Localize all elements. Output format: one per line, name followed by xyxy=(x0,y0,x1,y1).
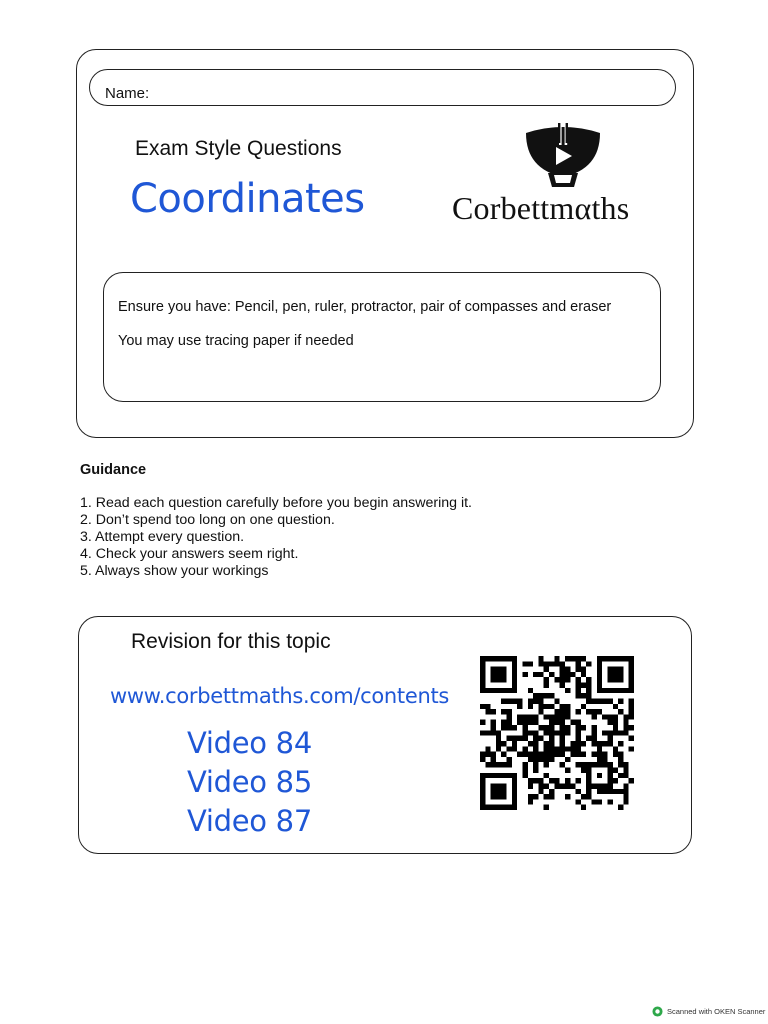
qr-code-icon[interactable] xyxy=(473,656,641,810)
guidance-item: 3. Attempt every question. xyxy=(80,529,245,545)
video-link[interactable]: Video 84 xyxy=(187,726,312,760)
video-link[interactable]: Video 87 xyxy=(187,804,312,838)
scanner-watermark xyxy=(652,1006,765,1017)
guidance-item: 5. Always show your workings xyxy=(80,563,269,579)
scanner-text: Scanned with OKEN Scanner xyxy=(667,1007,766,1016)
revision-heading: Revision for this topic xyxy=(131,630,331,653)
page-title: Coordinates xyxy=(130,176,365,222)
equipment-line: You may use tracing paper if needed xyxy=(118,333,354,349)
scanner-icon xyxy=(652,1006,663,1017)
guidance-heading: Guidance xyxy=(80,462,147,478)
guidance-list xyxy=(80,495,472,580)
name-field[interactable] xyxy=(89,69,676,106)
equipment-line: Ensure you have: Pencil, pen, ruler, protractor, pair of compasses and eraser xyxy=(118,299,612,315)
guidance-item: 2. Don’t spend too long on one question. xyxy=(80,512,335,528)
brand-wordmark: Corbettmαths xyxy=(452,190,630,226)
subtitle: Exam Style Questions xyxy=(135,137,342,160)
video-link[interactable]: Video 85 xyxy=(187,765,312,799)
name-label: Name: xyxy=(105,85,150,102)
revision-link[interactable]: www.corbettmaths.com/contents xyxy=(110,684,450,708)
guidance-item: 1. Read each question carefully before you begin answering it. xyxy=(80,495,472,511)
guidance-item: 4. Check your answers seem right. xyxy=(80,546,299,562)
corbettmaths-logo-icon xyxy=(524,123,602,189)
